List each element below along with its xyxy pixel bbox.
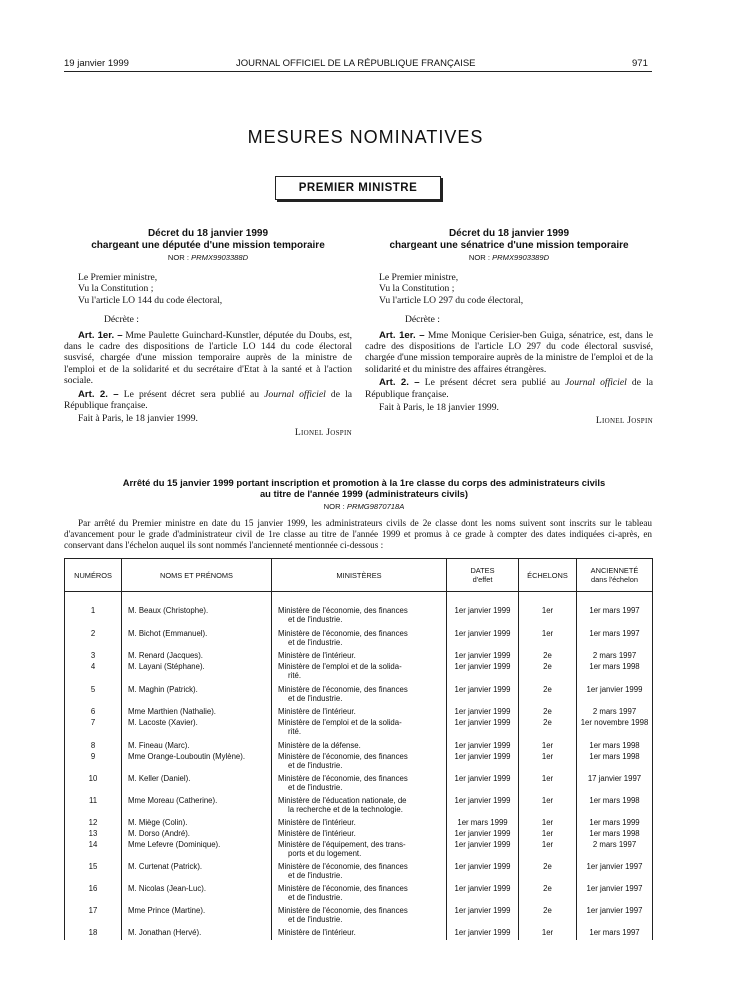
col-header-anciennete-line-2: dans l'échelon (590, 575, 639, 584)
article-text: Le présent décret sera publié au (424, 377, 561, 389)
fait-a-paris: Fait à Paris, le 18 janvier 1999. (78, 413, 198, 425)
row-anciennete: 1er janvier 1997 (577, 862, 653, 884)
row-number: 6 (65, 707, 122, 718)
nor-reference (365, 253, 653, 262)
nor-label: NOR : (167, 253, 189, 262)
decree-left (64, 228, 352, 438)
row-number: 12 (65, 818, 122, 829)
row-ministry (272, 774, 447, 796)
row-echelon: 1er (519, 606, 577, 629)
article-text: Mme Monique Cerisier-ben Guiga, sénatrice, est, dans le cadre des dispositions de l'article LO 297 du code électoral susvisé, chargée d'une mission temporaire auprès de la ministre de l'emploi et de la solidarité et du ministre des affaires étrangères. (365, 329, 653, 375)
row-name: Mme Moreau (Catherine). (122, 796, 272, 818)
row-echelon: 1er (519, 629, 577, 651)
row-name: M. Dorso (André). (122, 829, 272, 840)
row-name: Mme Orange-Louboutin (Mylène). (122, 752, 272, 774)
table-row (65, 629, 653, 651)
decree-title-line-2: chargeant une sénatrice d'une mission temporaire (389, 239, 629, 251)
row-ministry (272, 884, 447, 906)
row-date: 1er janvier 1999 (447, 685, 519, 707)
arrete-intro: Par arrêté du Premier ministre en date du 15 janvier 1999, les administrateurs civils de 2e classe dont les noms suivent sont inscrits sur le tableau d'avancement pour le grade d'administrateur civil de 1re classe au titre de l'année 1999 et promus à ce grade à compter des dates indiquées ci-après, en conservant dans l'échelon auquel ils sont nommés l'ancienneté mentionnée ci-dessous : (64, 518, 652, 550)
row-number: 4 (65, 662, 122, 685)
row-number: 17 (65, 906, 122, 928)
row-ministry-line-2: et de l'industrie. (288, 638, 343, 647)
decree-title-line-2: chargeant une députée d'une mission temporaire (91, 239, 325, 251)
visa-line: Le Premier ministre, (78, 272, 158, 283)
table-row (65, 840, 653, 862)
row-anciennete: 1er mars 1997 (577, 606, 653, 629)
row-anciennete: 1er janvier 1997 (577, 906, 653, 928)
row-anciennete: 1er mars 1998 (577, 662, 653, 685)
row-ministry-line-1: Ministère de l'économie, des finances (278, 606, 408, 615)
row-date: 1er janvier 1999 (447, 829, 519, 840)
row-number: 2 (65, 629, 122, 651)
row-ministry (272, 651, 447, 662)
row-date: 1er janvier 1999 (447, 840, 519, 862)
row-ministry-line-2: et de l'industrie. (288, 893, 343, 902)
table-row (65, 718, 653, 741)
col-header-anciennete-line-1: ANCIENNETÉ (590, 566, 639, 575)
table-row (65, 862, 653, 884)
article-1 (64, 330, 352, 387)
table-row (65, 774, 653, 796)
table-row (65, 606, 653, 629)
row-ministry-line-2: et de l'industrie. (288, 694, 343, 703)
journal-name: Journal officiel (264, 388, 326, 400)
row-ministry-line-2: et de l'industrie. (288, 915, 343, 924)
row-ministry-line-1: Ministère de l'économie, des finances (278, 906, 408, 915)
promotion-table (64, 558, 653, 940)
row-date: 1er janvier 1999 (447, 606, 519, 629)
visa-line: Vu l'article LO 297 du code électoral, (379, 294, 524, 306)
col-header-ministeres: MINISTÈRES (272, 559, 447, 592)
table-row (65, 651, 653, 662)
row-ministry (272, 685, 447, 707)
row-name: M. Jonathan (Hervé). (122, 928, 272, 940)
header-page-number: 971 (632, 58, 648, 69)
row-name: M. Maghin (Patrick). (122, 685, 272, 707)
row-number: 5 (65, 685, 122, 707)
table-row (65, 685, 653, 707)
row-echelon: 1er (519, 840, 577, 862)
table-row (65, 707, 653, 718)
row-ministry-line-1: Ministère de l'économie, des finances (278, 685, 408, 694)
col-header-echelons: ÉCHELONS (519, 559, 577, 592)
row-ministry-line-2: rité. (288, 671, 301, 680)
row-ministry (272, 862, 447, 884)
row-anciennete: 1er janvier 1999 (577, 685, 653, 707)
col-header-dates (447, 559, 519, 592)
article-label: Art. 2. – (78, 388, 119, 400)
arrete-nor (64, 502, 664, 511)
table-row (65, 928, 653, 940)
row-ministry-line-1: Ministère de l'emploi et de la solida- (278, 662, 402, 671)
row-ministry-line-1: Ministère de l'intérieur. (278, 651, 356, 660)
signature: Lionel Jospin (294, 426, 352, 438)
row-date: 1er janvier 1999 (447, 718, 519, 741)
article-label: Art. 1er. – (78, 329, 123, 341)
row-ministry (272, 818, 447, 829)
row-echelon: 2e (519, 718, 577, 741)
col-header-dates-line-2: d'effet (472, 575, 493, 584)
row-number: 15 (65, 862, 122, 884)
row-number: 14 (65, 840, 122, 862)
row-ministry (272, 906, 447, 928)
row-ministry (272, 752, 447, 774)
row-name: M. Miège (Colin). (122, 818, 272, 829)
decrete-line: Décrète : (405, 314, 440, 326)
row-anciennete: 1er mars 1997 (577, 928, 653, 940)
article-text: de la République française. (365, 377, 653, 400)
row-name: M. Layani (Stéphane). (122, 662, 272, 685)
row-name: M. Bichot (Emmanuel). (122, 629, 272, 651)
table-row (65, 662, 653, 685)
row-number: 13 (65, 829, 122, 840)
row-ministry-line-2: ports et du logement. (288, 849, 362, 858)
row-ministry-line-1: Ministère de l'équipement, des trans- (278, 840, 406, 849)
decree-title-line-1: Décret du 18 janvier 1999 (147, 228, 269, 239)
row-name: Mme Marthien (Nathalie). (122, 707, 272, 718)
table-body (65, 592, 653, 941)
row-ministry (272, 662, 447, 685)
row-number: 1 (65, 606, 122, 629)
row-name: Mme Prince (Martine). (122, 906, 272, 928)
row-date: 1er janvier 1999 (447, 928, 519, 940)
decrete-line: Décrète : (104, 314, 139, 326)
row-echelon: 1er (519, 829, 577, 840)
table-row (65, 752, 653, 774)
row-echelon: 2e (519, 862, 577, 884)
header-date: 19 janvier 1999 (64, 58, 129, 69)
col-header-anciennete (577, 559, 653, 592)
row-echelon: 1er (519, 796, 577, 818)
row-echelon: 1er (519, 774, 577, 796)
row-date: 1er janvier 1999 (447, 862, 519, 884)
row-anciennete: 1er mars 1997 (577, 629, 653, 651)
row-echelon: 1er (519, 928, 577, 940)
visa-line: Vu l'article LO 144 du code électoral, (78, 294, 223, 306)
row-date: 1er janvier 1999 (447, 707, 519, 718)
row-number: 10 (65, 774, 122, 796)
row-date: 1er janvier 1999 (447, 906, 519, 928)
row-name: M. Renard (Jacques). (122, 651, 272, 662)
row-echelon: 2e (519, 685, 577, 707)
row-ministry-line-2: et de l'industrie. (288, 783, 343, 792)
row-ministry-line-1: Ministère de l'économie, des finances (278, 884, 408, 893)
table-spacer-row (65, 592, 653, 607)
row-ministry-line-1: Ministère de la défense. (278, 741, 361, 750)
row-anciennete: 1er janvier 1997 (577, 884, 653, 906)
table-header-row (65, 559, 653, 592)
row-anciennete: 1er mars 1998 (577, 796, 653, 818)
row-echelon: 2e (519, 906, 577, 928)
row-ministry (272, 928, 447, 940)
article-label: Art. 2. – (379, 377, 420, 389)
row-anciennete: 1er mars 1998 (577, 829, 653, 840)
article-2 (64, 389, 352, 412)
row-name: M. Nicolas (Jean-Luc). (122, 884, 272, 906)
col-header-numeros: NUMÉROS (65, 559, 122, 592)
row-echelon: 2e (519, 651, 577, 662)
nor-code: PRMX9903388D (191, 253, 249, 262)
row-ministry (272, 829, 447, 840)
article-text: de la République française. (64, 388, 352, 412)
nor-code: PRMG9870718A (346, 502, 405, 511)
col-header-noms: NOMS ET PRÉNOMS (122, 559, 272, 592)
visa-line: Le Premier ministre, (379, 272, 459, 283)
row-date: 1er janvier 1999 (447, 741, 519, 752)
row-ministry-line-1: Ministère de l'économie, des finances (278, 774, 408, 783)
row-number: 11 (65, 796, 122, 818)
row-date: 1er janvier 1999 (447, 884, 519, 906)
ministry-box: PREMIER MINISTRE (275, 176, 441, 200)
row-date: 1er janvier 1999 (447, 774, 519, 796)
journal-name: Journal officiel (565, 377, 627, 389)
row-name: M. Beaux (Christophe). (122, 606, 272, 629)
row-ministry (272, 707, 447, 718)
table-row (65, 829, 653, 840)
row-ministry-line-1: Ministère de l'intérieur. (278, 818, 356, 827)
section-title: MESURES NOMINATIVES (247, 127, 484, 147)
fait-a-paris: Fait à Paris, le 18 janvier 1999. (379, 402, 499, 414)
row-number: 8 (65, 741, 122, 752)
row-date: 1er janvier 1999 (447, 651, 519, 662)
row-ministry-line-2: et de l'industrie. (288, 615, 343, 624)
row-ministry-line-1: Ministère de l'économie, des finances (278, 752, 408, 761)
row-number: 3 (65, 651, 122, 662)
row-name: Mme Lefevre (Dominique). (122, 840, 272, 862)
signature: Lionel Jospin (595, 415, 653, 427)
row-anciennete: 1er mars 1998 (577, 741, 653, 752)
row-ministry (272, 606, 447, 629)
header-rule (64, 71, 652, 72)
table-row (65, 906, 653, 928)
row-anciennete: 17 janvier 1997 (577, 774, 653, 796)
article-label: Art. 1er. – (379, 329, 425, 341)
arrete-title-line-1: Arrêté du 15 janvier 1999 portant inscription et promotion à la 1re classe du corps des administrateurs civils (122, 477, 606, 488)
row-ministry-line-1: Ministère de l'intérieur. (278, 928, 356, 937)
row-ministry (272, 718, 447, 741)
row-ministry (272, 796, 447, 818)
nor-label: NOR : (468, 253, 490, 262)
table-row (65, 741, 653, 752)
row-name: M. Lacoste (Xavier). (122, 718, 272, 741)
row-anciennete: 2 mars 1997 (577, 651, 653, 662)
decree-right (365, 228, 653, 427)
table-row (65, 796, 653, 818)
row-anciennete: 1er novembre 1998 (577, 718, 653, 741)
row-ministry-line-2: rité. (288, 727, 301, 736)
row-number: 7 (65, 718, 122, 741)
row-ministry-line-2: et de l'industrie. (288, 761, 343, 770)
row-ministry-line-2: la recherche et de la technologie. (288, 805, 403, 814)
row-date: 1er janvier 1999 (447, 662, 519, 685)
row-echelon: 1er (519, 752, 577, 774)
col-header-dates-line-1: DATES (470, 566, 495, 575)
row-ministry (272, 629, 447, 651)
row-ministry-line-1: Ministère de l'économie, des finances (278, 629, 408, 638)
visa-line: Vu la Constitution ; (379, 283, 455, 295)
row-echelon: 1er (519, 741, 577, 752)
row-echelon: 2e (519, 662, 577, 685)
row-number: 18 (65, 928, 122, 940)
nor-label: NOR : (323, 502, 345, 511)
row-anciennete: 1er mars 1999 (577, 818, 653, 829)
row-date: 1er janvier 1999 (447, 629, 519, 651)
row-ministry-line-1: Ministère de l'intérieur. (278, 829, 356, 838)
nor-code: PRMX9903389D (492, 253, 550, 262)
visa-line: Vu la Constitution ; (78, 283, 154, 295)
row-ministry (272, 840, 447, 862)
article-1 (365, 330, 653, 376)
header-journal-title: JOURNAL OFFICIEL DE LA RÉPUBLIQUE FRANÇAISE (236, 58, 476, 69)
row-ministry-line-2: et de l'industrie. (288, 871, 343, 880)
row-echelon: 1er (519, 818, 577, 829)
row-name: M. Keller (Daniel). (122, 774, 272, 796)
row-ministry-line-1: Ministère de l'intérieur. (278, 707, 356, 716)
row-date: 1er janvier 1999 (447, 752, 519, 774)
row-name: M. Fineau (Marc). (122, 741, 272, 752)
row-date: 1er mars 1999 (447, 818, 519, 829)
row-ministry-line-1: Ministère de l'éducation nationale, de (278, 796, 407, 805)
arrete-title (64, 477, 664, 499)
article-text: Mme Paulette Guinchard-Kunstler, députée du Doubs, est, dans le cadre des dispositions de l'article LO 144 du code électoral susvisé, chargée d'une mission temporaire auprès de la ministre de l'emploi et de la solidarité et du secrétaire d'Etat à la santé et à l'action sociale. (64, 329, 353, 387)
decree-title-line-1: Décret du 18 janvier 1999 (448, 228, 570, 239)
row-echelon: 2e (519, 707, 577, 718)
row-ministry-line-1: Ministère de l'emploi et de la solida- (278, 718, 402, 727)
row-date: 1er janvier 1999 (447, 796, 519, 818)
row-number: 9 (65, 752, 122, 774)
table-row (65, 884, 653, 906)
arrete-title-line-2: au titre de l'année 1999 (administrateurs civils) (259, 488, 469, 499)
row-ministry (272, 741, 447, 752)
row-echelon: 2e (519, 884, 577, 906)
row-anciennete: 1er mars 1998 (577, 752, 653, 774)
row-number: 16 (65, 884, 122, 906)
row-name: M. Curtenat (Patrick). (122, 862, 272, 884)
row-ministry-line-1: Ministère de l'économie, des finances (278, 862, 408, 871)
row-anciennete: 2 mars 1997 (577, 840, 653, 862)
row-anciennete: 2 mars 1997 (577, 707, 653, 718)
nor-reference (64, 253, 352, 262)
table-row (65, 818, 653, 829)
article-text: Le présent décret sera publié au (123, 388, 260, 400)
article-2 (365, 377, 653, 400)
